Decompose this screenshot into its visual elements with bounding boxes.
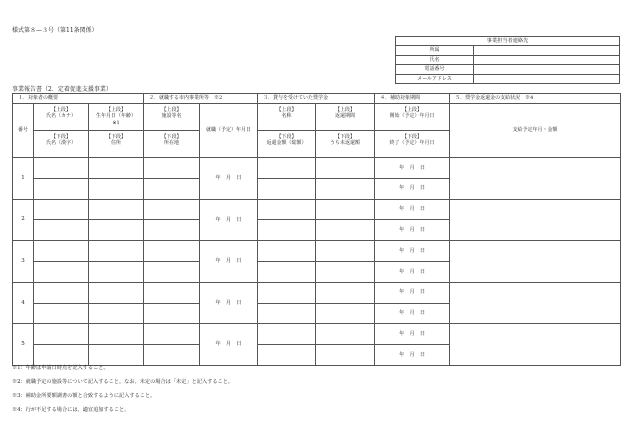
cell-scholarship-name[interactable] xyxy=(258,158,316,179)
col-header-employment-date: 就職（予定）年月日 xyxy=(200,104,258,158)
upper-tag: 【上段】 xyxy=(50,107,71,113)
cell-employment-date[interactable]: 年 月 日 xyxy=(200,199,258,241)
contact-value-name[interactable] xyxy=(474,55,620,64)
name-kana-label: 氏名（カナ） xyxy=(45,113,76,120)
cell-repayment-period[interactable] xyxy=(316,282,375,303)
cell-unpaid[interactable] xyxy=(316,178,375,199)
cell-birthdate[interactable] xyxy=(89,158,144,179)
cell-address[interactable] xyxy=(89,261,144,282)
location-label: 所在地 xyxy=(164,140,180,147)
col-header-repayment-period xyxy=(316,104,375,131)
cell-employment-date[interactable]: 年 月 日 xyxy=(200,241,258,283)
form-id: 様式第８—３号（第11条関係） xyxy=(12,27,98,34)
cell-scholarship-name[interactable] xyxy=(258,199,316,220)
cell-address[interactable] xyxy=(89,220,144,241)
scholarship-name-label: 名称 xyxy=(281,113,292,120)
lower-tag: 【下段】 xyxy=(106,134,127,140)
cell-repayment-total[interactable] xyxy=(258,220,316,241)
cell-employment-date[interactable]: 年 月 日 xyxy=(200,282,258,324)
cell-employment-date[interactable]: 年 月 日 xyxy=(200,158,258,200)
contact-label-name: 氏名 xyxy=(396,55,474,64)
cell-repayment-period[interactable] xyxy=(316,324,375,345)
row-number: 4 xyxy=(13,282,34,324)
upper-tag: 【上段】 xyxy=(276,107,297,113)
contact-header: 事業担当者連絡先 xyxy=(396,37,620,46)
cell-name-kana[interactable] xyxy=(34,241,89,262)
document-title: 事業報告書（2．定着促進支援事業） xyxy=(12,86,112,93)
cell-unpaid[interactable] xyxy=(316,345,375,366)
record-row-upper xyxy=(13,282,621,303)
cell-name-kana[interactable] xyxy=(34,199,89,220)
section-5-header: ５．奨学金返還金の支給状況 ※4 xyxy=(450,94,621,104)
cell-repayment-total[interactable] xyxy=(258,303,316,324)
cell-location[interactable] xyxy=(144,220,200,241)
cell-start-date[interactable]: 年 月 日 xyxy=(375,199,450,220)
section-2-header: ２．就職する市内事業所等 ※2 xyxy=(144,94,258,104)
contact-table xyxy=(395,36,620,84)
lower-tag: 【下段】 xyxy=(335,134,356,140)
cell-name-kanji[interactable] xyxy=(34,220,89,241)
contact-value-email[interactable] xyxy=(474,74,620,83)
cell-facility-name[interactable] xyxy=(144,324,200,345)
cell-start-date[interactable]: 年 月 日 xyxy=(375,158,450,179)
note-3: ※3：補助金所要額調書の額と合致するように記入すること。 xyxy=(12,393,156,399)
cell-unpaid[interactable] xyxy=(316,261,375,282)
col-header-name-kana xyxy=(34,104,89,131)
cell-facility-name[interactable] xyxy=(144,282,200,303)
col-header-number: 番号 xyxy=(13,104,34,158)
cell-name-kanji[interactable] xyxy=(34,345,89,366)
cell-repayment-total[interactable] xyxy=(258,345,316,366)
cell-facility-name[interactable] xyxy=(144,199,200,220)
cell-payment-schedule[interactable] xyxy=(450,158,621,200)
cell-repayment-period[interactable] xyxy=(316,199,375,220)
cell-end-date[interactable]: 年 月 日 xyxy=(375,303,450,324)
cell-location[interactable] xyxy=(144,178,200,199)
upper-tag: 【上段】 xyxy=(161,107,182,113)
cell-start-date[interactable]: 年 月 日 xyxy=(375,241,450,262)
lower-tag: 【下段】 xyxy=(161,134,182,140)
cell-name-kanji[interactable] xyxy=(34,261,89,282)
cell-location[interactable] xyxy=(144,345,200,366)
facility-name-label: 施設等名 xyxy=(161,113,182,120)
contact-value-department[interactable] xyxy=(474,46,620,55)
cell-scholarship-name[interactable] xyxy=(258,324,316,345)
note-2: ※2：就職予定の施設等について記入すること。なお、未定の場合は「未定」と記入すること。 xyxy=(12,379,234,385)
cell-name-kanji[interactable] xyxy=(34,303,89,324)
col-header-name-kanji xyxy=(34,131,89,158)
cell-name-kana[interactable] xyxy=(34,158,89,179)
address-label: 住所 xyxy=(111,140,122,147)
name-kanji-label: 氏名（漢字） xyxy=(45,140,76,147)
cell-employment-date[interactable]: 年 月 日 xyxy=(200,324,258,366)
cell-address[interactable] xyxy=(89,345,144,366)
birthdate-label: 生年月日（年齢） xyxy=(96,113,137,120)
contact-label-phone: 電話番号 xyxy=(396,65,474,74)
cell-end-date[interactable]: 年 月 日 xyxy=(375,261,450,282)
cell-start-date[interactable]: 年 月 日 xyxy=(375,282,450,303)
record-row-upper xyxy=(13,199,621,220)
contact-label-department: 所属 xyxy=(396,46,474,55)
cell-name-kana[interactable] xyxy=(34,324,89,345)
cell-repayment-total[interactable] xyxy=(258,178,316,199)
record-row-upper xyxy=(13,158,621,179)
lower-tag: 【下段】 xyxy=(402,134,423,140)
note-1: ※1：年齢は申請日時点を記入すること。 xyxy=(12,365,109,371)
col-header-unpaid xyxy=(316,131,375,158)
note-1-marker: ※1 xyxy=(112,119,120,126)
cell-scholarship-name[interactable] xyxy=(258,241,316,262)
cell-name-kanji[interactable] xyxy=(34,178,89,199)
cell-location[interactable] xyxy=(144,261,200,282)
data-rows xyxy=(13,158,621,366)
cell-payment-schedule[interactable] xyxy=(450,241,621,283)
col-header-repayment-total xyxy=(258,131,316,158)
contact-label-email: メールアドレス xyxy=(396,74,474,83)
cell-unpaid[interactable] xyxy=(316,220,375,241)
cell-name-kana[interactable] xyxy=(34,282,89,303)
cell-facility-name[interactable] xyxy=(144,158,200,179)
cell-end-date[interactable]: 年 月 日 xyxy=(375,345,450,366)
unpaid-label: うち未返還額 xyxy=(330,140,361,147)
end-date-label: 終了（予定）年月日 xyxy=(389,140,435,147)
cell-end-date[interactable]: 年 月 日 xyxy=(375,178,450,199)
row-number: 5 xyxy=(13,324,34,366)
col-header-address xyxy=(89,131,144,158)
cell-facility-name[interactable] xyxy=(144,241,200,262)
cell-repayment-total[interactable] xyxy=(258,261,316,282)
col-header-start-date xyxy=(375,104,450,131)
record-row-upper xyxy=(13,241,621,262)
note-4: ※4：行が不足する場合には、適宜追加すること。 xyxy=(12,407,130,413)
cell-birthdate[interactable] xyxy=(89,324,144,345)
start-date-label: 開始（予定）年月日 xyxy=(389,113,435,120)
section-1-header: １．対象者の概要 xyxy=(13,94,144,104)
col-header-birthdate xyxy=(89,104,144,131)
cell-location[interactable] xyxy=(144,303,200,324)
cell-birthdate[interactable] xyxy=(89,199,144,220)
col-header-facility-name xyxy=(144,104,200,131)
cell-start-date[interactable]: 年 月 日 xyxy=(375,324,450,345)
row-number: 2 xyxy=(13,199,34,241)
cell-birthdate[interactable] xyxy=(89,282,144,303)
col-header-payment-schedule: 支給予定年月・金額 xyxy=(450,104,621,158)
upper-tag: 【上段】 xyxy=(106,107,127,113)
row-number: 3 xyxy=(13,241,34,283)
cell-scholarship-name[interactable] xyxy=(258,282,316,303)
upper-tag: 【上段】 xyxy=(402,107,423,113)
cell-payment-schedule[interactable] xyxy=(450,324,621,366)
cell-address[interactable] xyxy=(89,178,144,199)
cell-payment-schedule[interactable] xyxy=(450,282,621,324)
lower-tag: 【下段】 xyxy=(50,134,71,140)
row-number: 1 xyxy=(13,158,34,200)
section-3-header: ３．貸与を受けていた奨学金 xyxy=(258,94,375,104)
repayment-total-label: 返還金額（総額） xyxy=(266,140,307,147)
upper-tag: 【上段】 xyxy=(335,107,356,113)
col-header-location xyxy=(144,131,200,158)
cell-unpaid[interactable] xyxy=(316,303,375,324)
cell-address[interactable] xyxy=(89,303,144,324)
cell-birthdate[interactable] xyxy=(89,241,144,262)
record-row-upper xyxy=(13,324,621,345)
cell-end-date[interactable]: 年 月 日 xyxy=(375,220,450,241)
repayment-period-label: 返還期間 xyxy=(335,113,356,120)
cell-repayment-period[interactable] xyxy=(316,158,375,179)
section-4-header: ４．補助対象期間 xyxy=(375,94,450,104)
col-header-scholarship-name xyxy=(258,104,316,131)
lower-tag: 【下段】 xyxy=(276,134,297,140)
cell-payment-schedule[interactable] xyxy=(450,199,621,241)
col-header-end-date xyxy=(375,131,450,158)
cell-repayment-period[interactable] xyxy=(316,241,375,262)
contact-value-phone[interactable] xyxy=(474,65,620,74)
report-table xyxy=(12,93,621,366)
